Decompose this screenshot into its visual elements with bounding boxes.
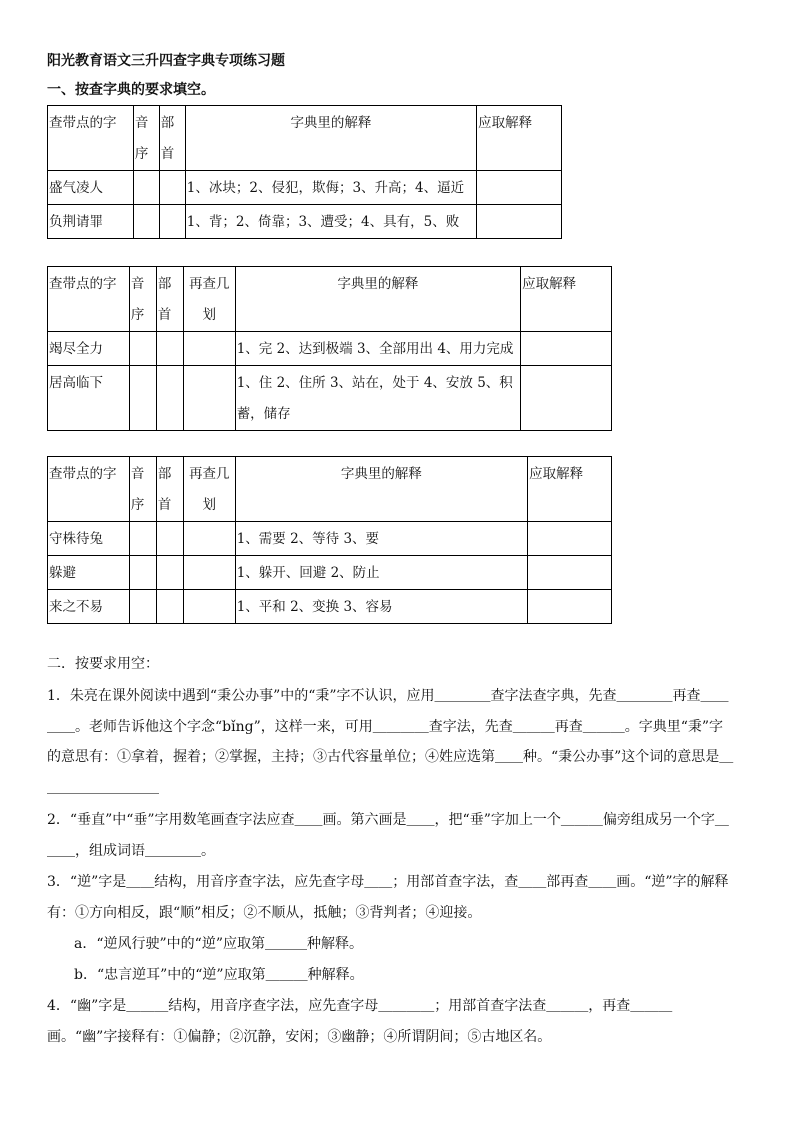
answer-cell[interactable] — [129, 556, 156, 590]
header-cell: 再查几划 — [183, 457, 235, 522]
word-cell: 守株待兔 — [48, 522, 130, 556]
dictionary-table-3 — [47, 456, 612, 624]
answer-cell[interactable] — [156, 332, 183, 366]
answer-cell[interactable] — [521, 332, 612, 366]
meaning-cell: 1、需要 2、等待 3、要 — [235, 522, 527, 556]
question-3b: b．“忠言逆耳”中的“逆”应取第＿＿＿种解释。 — [74, 967, 364, 983]
header-cell: 查带点的字 — [48, 267, 130, 332]
meaning-cell: 1、完 2、达到极端 3、全部用出 4、用力完成 — [235, 332, 520, 366]
answer-cell[interactable] — [183, 556, 235, 590]
table-row — [48, 171, 562, 205]
question-3a: a．“逆风行驶”中的“逆”应取第＿＿＿种解释。 — [74, 936, 363, 952]
meaning-cell: 1、冰块；2、侵犯，欺侮；3、升高；4、逼近 — [185, 171, 476, 205]
answer-cell[interactable] — [159, 205, 185, 239]
question-3: 3．“逆”字是＿＿结构，用音序查字法，应先查字母＿＿；用部首查字法，查＿＿部再查＿＿画。“逆”字的解释有：①方向相反，跟“顺”相反；②不顺从，抵触；③背判者；④迎接。 — [47, 874, 729, 921]
word-cell: 来之不易 — [48, 590, 130, 624]
dictionary-table-1 — [47, 105, 562, 239]
header-cell: 部首 — [156, 267, 183, 332]
word-cell: 盛气凌人 — [48, 171, 134, 205]
answer-cell[interactable] — [156, 522, 183, 556]
meaning-cell: 1、背；2、倚靠；3、遭受；4、具有，5、败 — [185, 205, 476, 239]
section1-heading: 一、按查字典的要求填空。 — [47, 82, 215, 98]
word-cell: 竭尽全力 — [48, 332, 130, 366]
header-cell: 字典里的解释 — [235, 267, 520, 332]
table-row — [48, 205, 562, 239]
answer-cell[interactable] — [477, 171, 562, 205]
answer-cell[interactable] — [156, 366, 183, 431]
table-row — [48, 332, 612, 366]
answer-cell[interactable] — [521, 366, 612, 431]
meaning-cell: 1、躲开、回避 2、防止 — [235, 556, 527, 590]
answer-cell[interactable] — [156, 556, 183, 590]
dictionary-table-2 — [47, 266, 612, 431]
header-cell: 音序 — [129, 267, 156, 332]
answer-cell[interactable] — [528, 590, 612, 624]
table-row — [48, 556, 612, 590]
table-header-row — [48, 267, 612, 332]
word-cell: 负荆请罪 — [48, 205, 134, 239]
table-header-row — [48, 106, 562, 171]
word-cell: 居高临下 — [48, 366, 130, 431]
answer-cell[interactable] — [129, 590, 156, 624]
header-cell: 部首 — [159, 106, 185, 171]
answer-cell[interactable] — [133, 205, 159, 239]
answer-cell[interactable] — [183, 590, 235, 624]
answer-cell[interactable] — [183, 332, 235, 366]
meaning-cell: 1、平和 2、变换 3、容易 — [235, 590, 527, 624]
header-cell: 应取解释 — [521, 267, 612, 332]
answer-cell[interactable] — [477, 205, 562, 239]
answer-cell[interactable] — [528, 522, 612, 556]
table-row — [48, 590, 612, 624]
section2-heading: 二．按要求用空： — [47, 656, 159, 672]
answer-cell[interactable] — [159, 171, 185, 205]
question-2: 2．“垂直”中“垂”字用数笔画查字法应查＿＿画。第六画是＿＿，把“垂”字加上一个＿＿＿偏旁组成另一个字＿＿＿，组成词语＿＿＿＿。 — [47, 812, 729, 859]
answer-cell[interactable] — [183, 366, 235, 431]
header-cell: 字典里的解释 — [185, 106, 476, 171]
answer-cell[interactable] — [183, 522, 235, 556]
meaning-cell: 1、住 2、住所 3、站在，处于 4、安放 5、积蓄，储存 — [235, 366, 520, 431]
answer-cell[interactable] — [129, 366, 156, 431]
header-cell: 音序 — [133, 106, 159, 171]
table-row — [48, 522, 612, 556]
header-cell: 查带点的字 — [48, 106, 134, 171]
header-cell: 应取解释 — [477, 106, 562, 171]
header-cell: 字典里的解释 — [235, 457, 527, 522]
answer-cell[interactable] — [156, 590, 183, 624]
question-1: 1．朱亮在课外阅读中遇到“秉公办事”中的“秉”字不认识，应用＿＿＿＿查字法查字典，先查＿＿＿＿再查＿＿＿＿。老师告诉他这个字念“bǐng”，这样一来，可用＿＿＿＿查字法，先查＿＿＿再查＿＿＿。字典里“秉”字的意思有：①拿着，握着；②掌握，主持；③古代容量单位；④姓应选第＿＿种。“秉公办事”这个词的意思是＿＿＿＿＿＿＿＿＿ — [47, 688, 734, 796]
table-header-row — [48, 457, 612, 522]
header-cell: 再查几划 — [183, 267, 235, 332]
question-4: 4．“幽”字是＿＿＿结构，用音序查字法，应先查字母＿＿＿＿；用部首查字法查＿＿＿，再查＿＿＿画。“幽”字接释有：①偏静；②沉静，安闲；③幽静；④所谓阴间；⑤古地区名。 — [47, 998, 673, 1045]
word-cell: 躲避 — [48, 556, 130, 590]
header-cell: 应取解释 — [528, 457, 612, 522]
answer-cell[interactable] — [129, 522, 156, 556]
table-row — [48, 366, 612, 431]
answer-cell[interactable] — [528, 556, 612, 590]
header-cell: 音序 — [129, 457, 156, 522]
header-cell: 部首 — [156, 457, 183, 522]
answer-cell[interactable] — [133, 171, 159, 205]
worksheet-title: 阳光教育语文三升四查字典专项练习题 — [47, 53, 285, 69]
answer-cell[interactable] — [129, 332, 156, 366]
header-cell: 查带点的字 — [48, 457, 130, 522]
